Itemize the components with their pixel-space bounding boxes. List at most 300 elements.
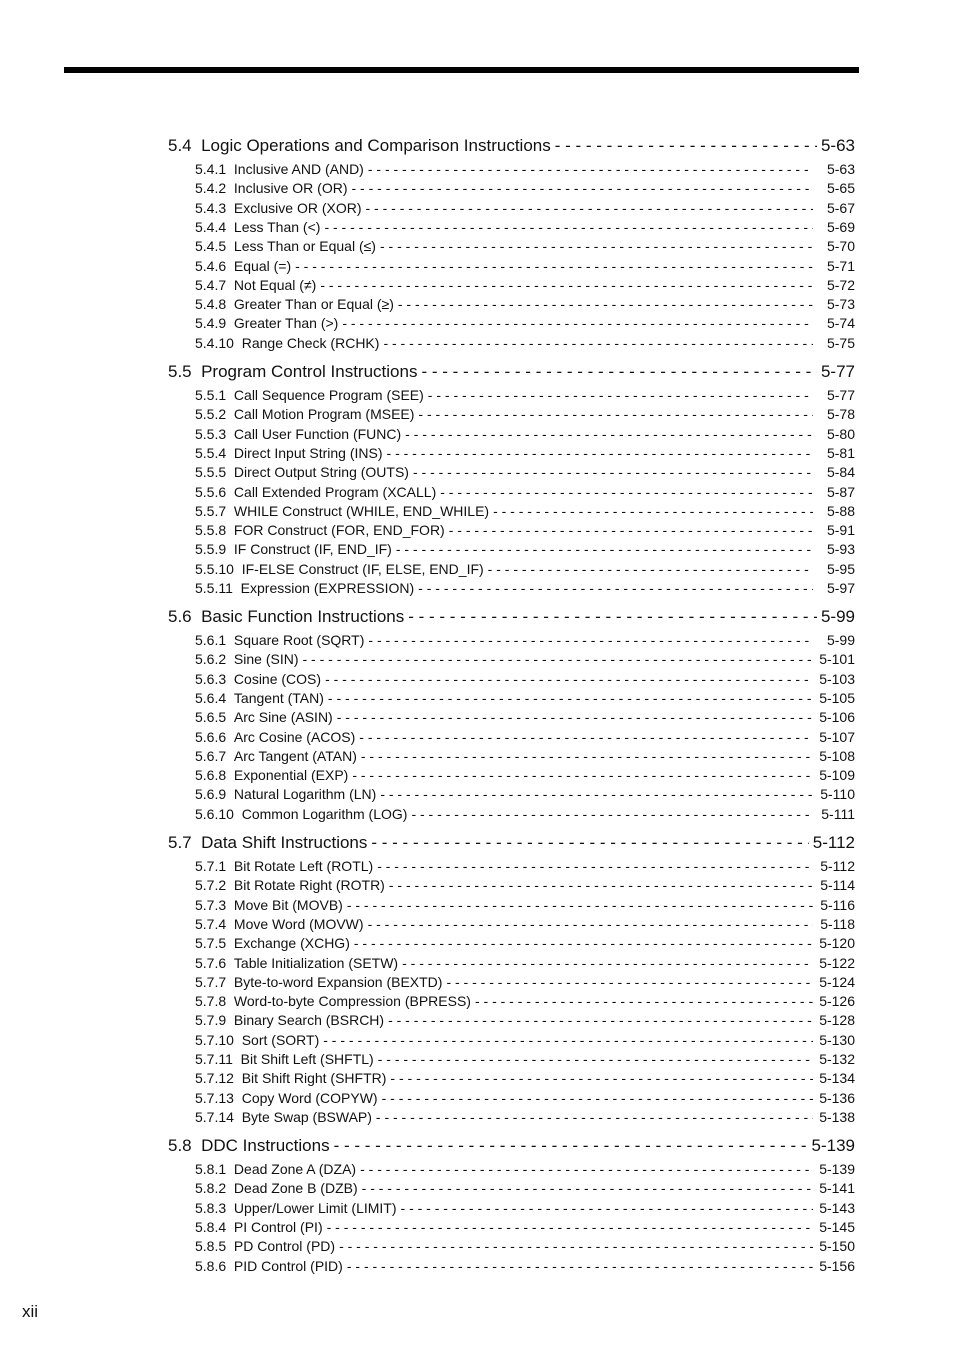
dot-leader: [383, 335, 813, 351]
entry-page: 5-118: [820, 915, 855, 932]
entry-title: Square Root (SQRT): [233, 632, 365, 648]
toc-entry[interactable]: [195, 1051, 855, 1070]
dot-leader: [389, 877, 813, 893]
toc-entry[interactable]: [195, 580, 855, 599]
dot-leader: [325, 671, 813, 687]
entry-page: 5-101: [819, 651, 855, 668]
entry-label: [195, 161, 364, 177]
entry-label: [195, 806, 407, 822]
entry-page: 5-69: [826, 218, 855, 235]
entry-title: Move Bit (MOVB): [233, 896, 343, 913]
entry-page: 5-105: [819, 689, 855, 706]
entry-number: 5.5.7: [195, 502, 227, 519]
toc-entry[interactable]: [195, 690, 855, 709]
section-title: Program Control Instructions: [201, 362, 418, 381]
entry-number: 5.5.11: [195, 580, 233, 596]
entry-label: [195, 916, 364, 932]
entry-number: 5.6.7: [195, 747, 227, 764]
entry-page: 5-70: [826, 238, 855, 255]
entry-number: 5.8.1: [195, 1161, 227, 1177]
section-page: 5-139: [811, 1136, 855, 1155]
entry-title: Direct Output String (OUTS): [233, 464, 409, 481]
toc-entry[interactable]: [195, 877, 855, 896]
entry-title: Bit Shift Right (SHFTR): [241, 1070, 387, 1087]
entry-label: [195, 1109, 372, 1125]
entry-number: 5.5.6: [195, 483, 227, 500]
entry-title: Binary Search (BSRCH): [233, 1012, 385, 1029]
entry-label: [195, 561, 484, 577]
entry-label: [195, 258, 291, 274]
entry-label: [195, 238, 376, 254]
entry-number: 5.6.5: [195, 709, 227, 726]
entry-label: [195, 632, 364, 648]
entry-title: Inclusive AND (AND): [233, 161, 364, 177]
toc-entry[interactable]: [195, 974, 855, 993]
toc-entry[interactable]: [195, 786, 855, 805]
section-label: [168, 833, 367, 853]
entry-number: 5.4.1: [195, 161, 227, 177]
dot-leader: [488, 561, 813, 577]
entry-page: 5-108: [819, 747, 855, 764]
entry-page: 5-87: [826, 483, 855, 500]
entry-label: [195, 993, 471, 1009]
dot-leader: [408, 607, 817, 627]
section-number: 5.5: [168, 362, 192, 381]
entry-number: 5.4.5: [195, 238, 227, 255]
toc-entry[interactable]: [195, 387, 855, 406]
entry-page: 5-110: [820, 786, 855, 803]
entry-title: Copy Word (COPYW): [241, 1089, 378, 1106]
dot-leader: [337, 709, 813, 725]
entry-label: [195, 503, 489, 519]
dot-leader: [324, 219, 813, 235]
dot-leader: [388, 1012, 813, 1028]
entry-number: 5.8.6: [195, 1257, 227, 1274]
entry-number: 5.8.5: [195, 1238, 227, 1255]
entry-label: [195, 729, 355, 745]
entry-title: Inclusive OR (OR): [233, 180, 348, 197]
entry-label: [195, 277, 316, 293]
dot-leader: [342, 315, 813, 331]
entry-number: 5.6.1: [195, 632, 227, 648]
entry-page: 5-134: [819, 1070, 855, 1087]
entry-title: PD Control (PD): [233, 1238, 336, 1255]
dot-leader: [446, 974, 813, 990]
entry-number: 5.5.3: [195, 425, 227, 442]
entry-title: Arc Sine (ASIN): [233, 709, 333, 726]
entry-title: Less Than (<): [233, 218, 321, 235]
toc-entry[interactable]: [195, 1070, 855, 1089]
entry-title: Tangent (TAN): [233, 689, 324, 706]
section-page: 5-99: [820, 607, 855, 626]
dot-leader: [378, 1051, 813, 1067]
entry-title: IF-ELSE Construct (IF, ELSE, END_IF): [241, 560, 484, 577]
toc-entry[interactable]: [195, 955, 855, 974]
toc-entry[interactable]: [195, 1012, 855, 1031]
dot-leader: [440, 484, 813, 500]
entry-number: 5.4.8: [195, 296, 227, 313]
entry-title: Direct Input String (INS): [233, 444, 383, 461]
entry-title: Call User Function (FUNC): [233, 425, 402, 442]
entry-page: 5-124: [819, 973, 855, 990]
dot-leader: [396, 541, 813, 557]
dot-leader: [368, 916, 813, 932]
entry-page: 5-116: [820, 896, 855, 913]
entry-number: 5.6.9: [195, 786, 227, 803]
entry-number: 5.7.8: [195, 993, 227, 1010]
dot-leader: [402, 955, 813, 971]
entry-number: 5.8.3: [195, 1199, 227, 1216]
entry-title: Call Sequence Program (SEE): [233, 387, 424, 403]
entry-number: 5.8.2: [195, 1180, 227, 1197]
toc-entry[interactable]: [195, 1219, 855, 1238]
section-page: 5-112: [812, 833, 855, 852]
entry-page: 5-63: [826, 161, 855, 177]
entry-title: Call Extended Program (XCALL): [233, 483, 437, 500]
entry-number: 5.4.9: [195, 315, 227, 332]
entry-page: 5-138: [819, 1108, 855, 1125]
toc-entry[interactable]: [195, 806, 855, 825]
dot-leader: [371, 833, 808, 853]
entry-page: 5-112: [820, 858, 855, 874]
toc-entry[interactable]: [195, 161, 855, 180]
entry-page: 5-77: [826, 387, 855, 403]
dot-leader: [555, 136, 817, 156]
dot-leader: [421, 362, 817, 382]
entry-page: 5-136: [819, 1089, 855, 1106]
entry-title: Sine (SIN): [233, 651, 299, 668]
entry-page: 5-128: [819, 1012, 855, 1029]
dot-leader: [361, 748, 813, 764]
dot-leader: [347, 897, 813, 913]
entry-page: 5-139: [819, 1161, 855, 1177]
entry-label: [195, 955, 398, 971]
entry-page: 5-103: [819, 670, 855, 687]
dot-leader: [390, 1070, 813, 1086]
dot-leader: [380, 238, 813, 254]
entry-page: 5-97: [826, 580, 855, 596]
toc-section-heading[interactable]: [168, 607, 855, 629]
entry-title: Byte Swap (BSWAP): [241, 1108, 372, 1125]
entry-title: Table Initialization (SETW): [233, 954, 399, 971]
entry-number: 5.7.7: [195, 973, 227, 990]
entry-number: 5.7.5: [195, 935, 227, 952]
toc-entry[interactable]: [195, 916, 855, 935]
entry-number: 5.7.10: [195, 1031, 234, 1048]
entry-page: 5-93: [826, 541, 855, 558]
entry-label: [195, 426, 401, 442]
entry-label: [195, 1258, 343, 1274]
entry-title: Arc Cosine (ACOS): [233, 728, 356, 745]
dot-leader: [449, 522, 813, 538]
entry-number: 5.6.3: [195, 670, 227, 687]
dot-leader: [380, 786, 813, 802]
toc-entry[interactable]: [195, 200, 855, 219]
entry-number: 5.5.1: [195, 387, 227, 403]
toc-entry[interactable]: [195, 858, 855, 877]
toc-entry[interactable]: [195, 219, 855, 238]
entry-title: Call Motion Program (MSEE): [233, 406, 415, 423]
entry-title: Move Word (MOVW): [233, 915, 364, 932]
entry-number: 5.5.2: [195, 406, 227, 423]
entry-title: Word-to-byte Compression (BPRESS): [233, 993, 471, 1010]
entry-title: IF Construct (IF, END_IF): [233, 541, 392, 558]
dot-leader: [428, 387, 813, 403]
entry-page: 5-91: [826, 522, 855, 539]
section-title: Data Shift Instructions: [201, 833, 368, 852]
dot-leader: [328, 690, 813, 706]
entry-page: 5-120: [819, 935, 855, 952]
entry-label: [195, 315, 338, 331]
entry-label: [195, 180, 348, 196]
entry-page: 5-99: [826, 632, 855, 648]
entry-page: 5-88: [826, 502, 855, 519]
toc-entry[interactable]: [195, 1258, 855, 1277]
toc-entry[interactable]: [195, 1090, 855, 1109]
toc-entry[interactable]: [195, 406, 855, 425]
entry-number: 5.5.4: [195, 444, 227, 461]
toc-entry[interactable]: [195, 651, 855, 670]
dot-leader: [303, 651, 814, 667]
toc-entry[interactable]: [195, 935, 855, 954]
toc-section-heading[interactable]: [168, 136, 855, 158]
entry-number: 5.5.10: [195, 560, 234, 577]
entry-number: 5.4.2: [195, 180, 227, 197]
entry-page: 5-141: [819, 1180, 855, 1197]
entry-number: 5.8.4: [195, 1218, 227, 1235]
entry-number: 5.7.6: [195, 954, 227, 971]
toc-entry[interactable]: [195, 1109, 855, 1128]
toc-section-heading[interactable]: [168, 833, 855, 855]
entry-title: Exchange (XCHG): [233, 935, 350, 952]
toc-entry[interactable]: [195, 315, 855, 334]
entry-number: 5.6.6: [195, 728, 227, 745]
dot-leader: [352, 767, 813, 783]
toc-entry[interactable]: [195, 277, 855, 296]
toc-entry[interactable]: [195, 671, 855, 690]
entry-page: 5-67: [826, 199, 855, 216]
entry-number: 5.7.4: [195, 915, 227, 932]
section-label: [168, 136, 551, 156]
toc-entry[interactable]: [195, 748, 855, 767]
toc-entry[interactable]: [195, 445, 855, 464]
entry-label: [195, 1070, 386, 1086]
dot-leader: [362, 1180, 813, 1196]
entry-number: 5.4.3: [195, 199, 227, 216]
entry-page: 5-95: [826, 560, 855, 577]
toc-entry[interactable]: [195, 632, 855, 651]
entry-number: 5.4.6: [195, 257, 227, 274]
entry-label: [195, 1032, 319, 1048]
dot-leader: [368, 632, 813, 648]
dot-leader: [413, 464, 813, 480]
entry-number: 5.7.9: [195, 1012, 227, 1029]
entry-label: [195, 651, 299, 667]
entry-number: 5.6.8: [195, 767, 227, 784]
toc-entry[interactable]: [195, 484, 855, 503]
dot-leader: [475, 993, 813, 1009]
entry-page: 5-114: [820, 877, 855, 894]
section-title: DDC Instructions: [201, 1136, 330, 1155]
toc-entry[interactable]: [195, 993, 855, 1012]
entry-page: 5-145: [819, 1218, 855, 1235]
dot-leader: [295, 258, 813, 274]
toc-entry[interactable]: [195, 897, 855, 916]
entry-title: PID Control (PID): [233, 1257, 343, 1274]
entry-number: 5.5.8: [195, 522, 227, 539]
entry-page: 5-78: [826, 406, 855, 423]
entry-number: 5.6.2: [195, 651, 227, 668]
entry-title: PI Control (PI): [233, 1218, 323, 1235]
entry-number: 5.7.11: [195, 1051, 233, 1067]
toc-entry[interactable]: [195, 258, 855, 277]
section-number: 5.7: [168, 833, 192, 852]
toc-entry[interactable]: [195, 238, 855, 257]
entry-label: [195, 1161, 356, 1177]
entry-title: Upper/Lower Limit (LIMIT): [233, 1199, 397, 1216]
entry-page: 5-65: [826, 180, 855, 197]
dot-leader: [405, 426, 813, 442]
entry-title: Less Than or Equal (≤): [233, 238, 376, 255]
toc-entry[interactable]: [195, 561, 855, 580]
entry-label: [195, 1200, 397, 1216]
entry-title: WHILE Construct (WHILE, END_WHILE): [233, 502, 490, 519]
entry-label: [195, 786, 376, 802]
toc-entry[interactable]: [195, 767, 855, 786]
toc-entry[interactable]: [195, 541, 855, 560]
toc-entry[interactable]: [195, 1032, 855, 1051]
entry-label: [195, 1238, 335, 1254]
dot-leader: [377, 858, 813, 874]
entry-number: 5.5.9: [195, 541, 227, 558]
entry-label: [195, 858, 373, 874]
entry-label: [195, 974, 442, 990]
entry-page: 5-126: [819, 993, 855, 1010]
page-number: xii: [22, 1302, 39, 1321]
entry-label: [195, 335, 379, 351]
section-title: Logic Operations and Comparison Instructions: [201, 136, 551, 155]
entry-title: Dead Zone B (DZB): [233, 1180, 358, 1197]
entry-title: Exclusive OR (XOR): [233, 199, 362, 216]
toc-entry[interactable]: [195, 1238, 855, 1257]
toc-section-heading[interactable]: [168, 1136, 855, 1158]
entry-title: Sort (SORT): [241, 1031, 320, 1048]
section-number: 5.4: [168, 136, 192, 155]
entry-title: Arc Tangent (ATAN): [233, 747, 357, 764]
dot-leader: [320, 277, 813, 293]
entry-title: Range Check (RCHK): [241, 334, 380, 351]
entry-title: Greater Than or Equal (≥): [233, 296, 394, 313]
entry-label: [195, 877, 385, 893]
entry-title: Dead Zone A (DZA): [233, 1161, 357, 1177]
entry-page: 5-132: [819, 1051, 855, 1067]
toc-entry[interactable]: [195, 1180, 855, 1199]
entry-title: Bit Rotate Left (ROTL): [233, 858, 374, 874]
entry-label: [195, 484, 436, 500]
entry-number: 5.6.10: [195, 805, 234, 822]
entry-label: [195, 767, 348, 783]
entry-page: 5-84: [826, 464, 855, 481]
entry-title: Byte-to-word Expansion (BEXTD): [233, 973, 443, 990]
entry-label: [195, 1090, 378, 1106]
entry-page: 5-106: [819, 709, 855, 726]
toc-entry[interactable]: [195, 1161, 855, 1180]
toc-entry[interactable]: [195, 426, 855, 445]
section-label: [168, 607, 404, 627]
dot-leader: [398, 296, 813, 312]
entry-label: [195, 935, 350, 951]
entry-label: [195, 897, 343, 913]
dot-leader: [493, 503, 813, 519]
entry-page: 5-71: [826, 257, 855, 274]
section-number: 5.8: [168, 1136, 192, 1155]
dot-leader: [411, 806, 813, 822]
entry-number: 5.7.2: [195, 877, 227, 894]
entry-number: 5.7.13: [195, 1089, 234, 1106]
dot-leader: [352, 180, 814, 196]
entry-label: [195, 1180, 358, 1196]
entry-title: Bit Rotate Right (ROTR): [233, 877, 385, 894]
dot-leader: [323, 1032, 813, 1048]
entry-page: 5-109: [819, 767, 855, 784]
toc-entry[interactable]: [195, 335, 855, 354]
entry-page: 5-73: [826, 296, 855, 313]
entry-label: [195, 219, 320, 235]
entry-label: [195, 541, 392, 557]
entry-number: 5.7.1: [195, 858, 227, 874]
entry-page: 5-74: [826, 315, 855, 332]
entry-number: 5.5.5: [195, 464, 227, 481]
dot-leader: [382, 1090, 813, 1106]
entry-title: Equal (=): [233, 257, 292, 274]
toc-entry[interactable]: [195, 464, 855, 483]
entry-label: [195, 387, 424, 403]
entry-title: Cosine (COS): [233, 670, 322, 687]
entry-title: Greater Than (>): [233, 315, 339, 332]
entry-title: Expression (EXPRESSION): [240, 580, 415, 596]
entry-label: [195, 580, 414, 596]
entry-label: [195, 296, 394, 312]
entry-label: [195, 1219, 323, 1235]
entry-label: [195, 1051, 374, 1067]
section-title: Basic Function Instructions: [201, 607, 405, 626]
toc-entry[interactable]: [195, 729, 855, 748]
entry-page: 5-150: [819, 1238, 855, 1255]
entry-number: 5.7.3: [195, 896, 227, 913]
entry-label: [195, 406, 414, 422]
toc-entry[interactable]: [195, 180, 855, 199]
section-label: [168, 1136, 330, 1156]
entry-label: [195, 200, 362, 216]
header-rule: [64, 67, 859, 73]
toc-entry[interactable]: [195, 296, 855, 315]
toc-section-heading[interactable]: [168, 362, 855, 384]
toc-entry[interactable]: [195, 709, 855, 728]
entry-page: 5-122: [819, 954, 855, 971]
dot-leader: [360, 1161, 813, 1177]
entry-page: 5-72: [826, 276, 855, 293]
dot-leader: [376, 1109, 813, 1125]
entry-title: Exponential (EXP): [233, 767, 349, 784]
toc-entry[interactable]: [195, 522, 855, 541]
dot-leader: [334, 1136, 808, 1156]
entry-label: [195, 522, 445, 538]
entry-label: [195, 690, 324, 706]
dot-leader: [387, 445, 813, 461]
toc-entry[interactable]: [195, 1200, 855, 1219]
entry-page: 5-81: [826, 444, 855, 461]
toc-entry[interactable]: [195, 503, 855, 522]
